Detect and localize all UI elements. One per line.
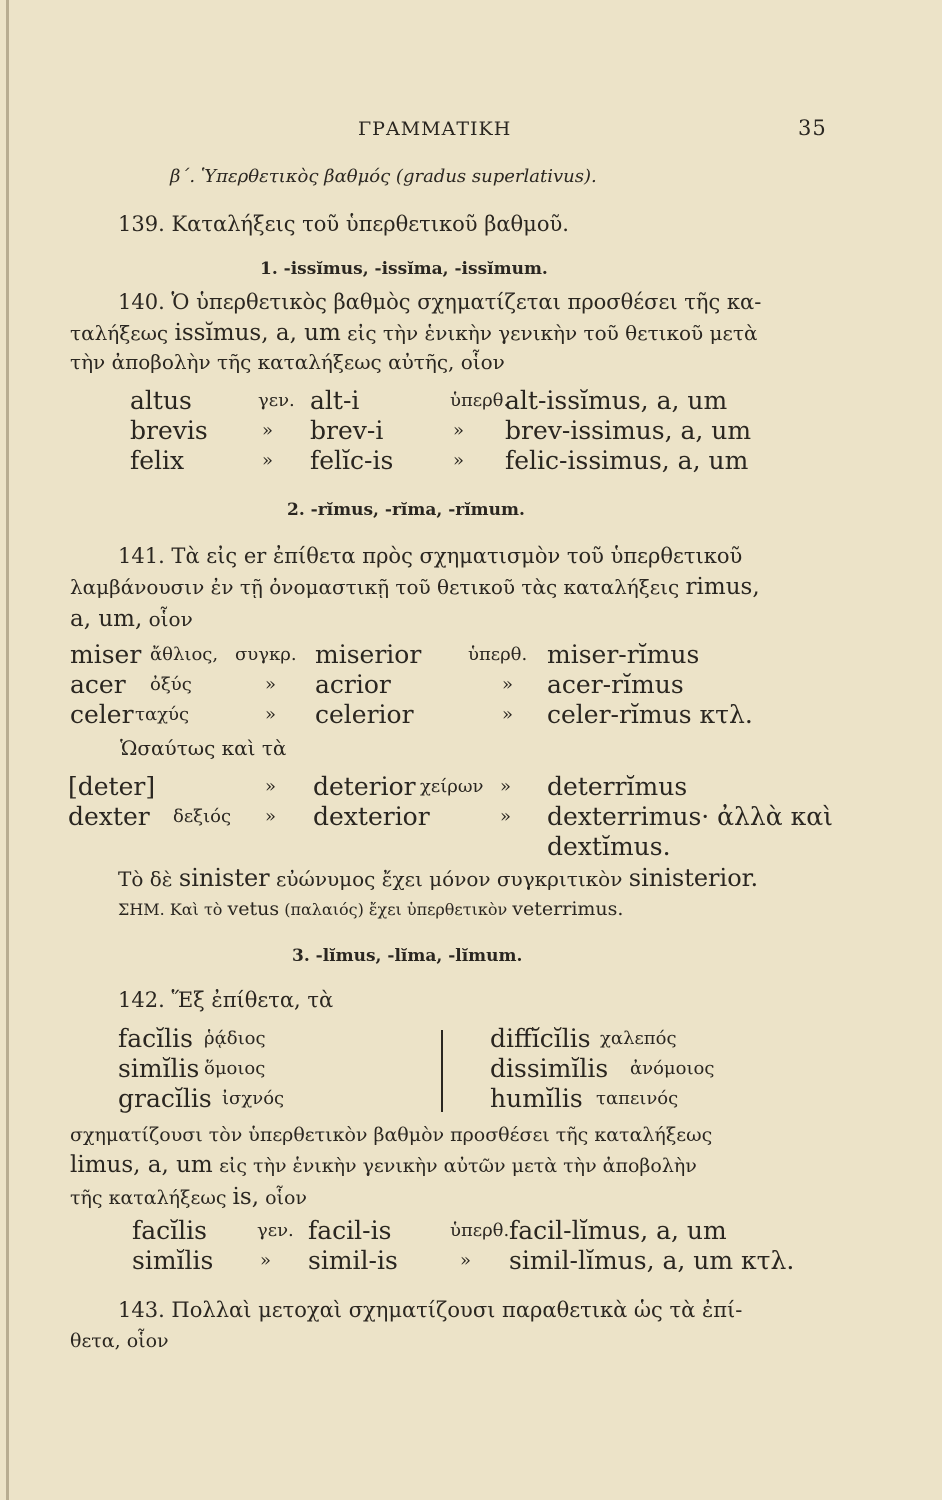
p142b-line1: σχηματίζουσι τὸν ὑπερθετικὸν βαθμὸν προσθέσει τῆς καταλήξεως: [70, 1124, 713, 1146]
latin-word: vetus: [227, 898, 280, 920]
text-span: εἰς τὴν ἑνικὴν γενικὴν αὐτῶν μετὰ τὴν ἀποβολὴν: [219, 1155, 697, 1177]
subheading-issimus: 1. -issĭmus, -issĭma, -issĭmum.: [260, 259, 548, 279]
genitive-form: facil-is: [308, 1216, 392, 1245]
latin-word: diffĭcĭlis: [490, 1024, 591, 1053]
comparative-label: »: [265, 674, 277, 695]
comparative-form: deterior: [313, 772, 416, 801]
greek-gloss: ἰσχνός: [222, 1088, 285, 1109]
superlative-form: facil-lĭmus, a, um: [509, 1216, 727, 1245]
paragraph-number: 139.: [118, 212, 165, 236]
latin-word: sinister: [178, 864, 270, 892]
p142b-line3: [70, 1184, 307, 1210]
latin-word: facĭlis: [118, 1024, 193, 1053]
genitive-label: γεν.: [257, 1220, 294, 1241]
positive-form: facĭlis: [132, 1216, 207, 1245]
superlative-form: celer-rĭmus κτλ.: [547, 700, 753, 729]
greek-gloss: χείρων: [420, 776, 484, 797]
page-number: 35: [798, 116, 827, 140]
latin-word: veterrimus.: [512, 898, 624, 920]
comparative-label: »: [265, 776, 277, 797]
text-span: ταλήξεως: [70, 321, 169, 345]
superlative-label: »: [502, 674, 514, 695]
likewise-line: Ὡσαύτως καὶ τὰ: [120, 736, 287, 760]
text-span: εὐώνυμος ἔχει μόνον συγκριτικὸν: [276, 867, 623, 891]
p142b-line2: [70, 1152, 697, 1178]
comparative-label: »: [265, 806, 277, 827]
latin-ending: issĭmus, a, um: [174, 320, 341, 346]
page-edge-line: [6, 0, 9, 1500]
superlative-label: »: [500, 806, 512, 827]
text-span: εἰς τὴν ἑνικὴν γενικὴν τοῦ θετικοῦ μετὰ: [347, 321, 758, 345]
latin-ending: is,: [232, 1184, 260, 1210]
latin-word: humĭlis: [490, 1084, 583, 1113]
superlative-form: acer-rĭmus: [547, 670, 684, 699]
superlative-label: »: [453, 420, 465, 441]
dextimus-form: dextĭmus.: [547, 832, 671, 861]
p140-line2: [70, 320, 757, 346]
p140-line1: 140. Ὁ ὑπερθετικὸς βαθμὸς σχηματίζεται προσθέσει τῆς κα-: [118, 290, 762, 314]
running-header-title: ΓΡΑΜΜΑΤΙΚΗ: [358, 118, 512, 140]
p141-line3: [70, 606, 193, 632]
genitive-label: γεν.: [258, 390, 295, 411]
p143-line1: 143. Πολλαὶ μετοχαὶ σχηματίζουσι παραθετικὰ ὡς τὰ ἐπί-: [118, 1298, 743, 1322]
superlative-label: ὑπερθ.: [450, 1220, 510, 1241]
superlative-form: felic-issimus, a, um: [505, 446, 749, 475]
paragraph-139: [118, 212, 569, 236]
paragraph-text: Καταλήξεις τοῦ ὑπερθετικοῦ βαθμοῦ.: [171, 212, 569, 236]
greek-gloss: χαλεπός: [600, 1028, 677, 1049]
superlative-form: deterrĭmus: [547, 772, 688, 801]
superlative-label: ὑπερθ.: [468, 644, 528, 665]
genitive-label: »: [262, 450, 274, 471]
greek-gloss: ῥᾴδιος: [204, 1028, 266, 1049]
positive-form: miser: [70, 640, 142, 669]
p141-line2: [70, 574, 760, 600]
latin-word: gracĭlis: [118, 1084, 212, 1113]
text-span: ΣΗΜ. Καὶ τὸ: [118, 900, 223, 919]
latin-word: dissimĭlis: [490, 1054, 609, 1083]
positive-form: altus: [130, 386, 192, 415]
superlative-form: simil-lĭmus, a, um κτλ.: [509, 1246, 795, 1275]
text-span: (παλαιός) ἔχει ὑπερθετικὸν: [284, 900, 508, 919]
genitive-form: brev-i: [310, 416, 384, 445]
superlative-label: »: [460, 1250, 472, 1271]
greek-gloss: ὅμοιος: [204, 1058, 266, 1079]
superlative-form: miser-rĭmus: [547, 640, 700, 669]
paragraph-number: 142.: [118, 988, 165, 1012]
genitive-label: »: [262, 420, 274, 441]
comparative-form: dexterior: [313, 802, 430, 831]
latin-ending: a, um,: [70, 606, 143, 632]
superlative-label: ὑπερθ.: [450, 390, 510, 411]
superlative-label: »: [502, 704, 514, 725]
superlative-label: »: [500, 776, 512, 797]
p143-line2: θετα, οἷον: [70, 1330, 169, 1352]
positive-form: dexter: [68, 802, 150, 831]
genitive-label: »: [260, 1250, 272, 1271]
greek-gloss: ἄθλιος,: [150, 644, 219, 665]
genitive-form: felĭc-is: [310, 446, 394, 475]
genitive-form: alt-i: [310, 386, 360, 415]
positive-form: brevis: [130, 416, 208, 445]
subheading-limus: 3. -lĭmus, -lĭma, -lĭmum.: [292, 946, 523, 966]
text-span: τῆς καταλήξεως: [70, 1187, 227, 1209]
greek-gloss: ταπεινός: [596, 1088, 679, 1109]
sinister-line: [118, 864, 758, 892]
text-span: Τὸ δὲ: [118, 867, 173, 891]
greek-gloss: ἀνόμοιος: [630, 1058, 715, 1079]
p140-line3: τὴν ἀποβολὴν τῆς καταλήξεως αὐτῆς, οἷον: [70, 350, 505, 374]
latin-word: simĭlis: [118, 1054, 200, 1083]
latin-ending: limus, a, um: [70, 1152, 213, 1178]
positive-form: celer: [70, 700, 134, 729]
note-line: [118, 898, 623, 920]
positive-form: felix: [130, 446, 185, 475]
text-span: λαμβάνουσιν ἐν τῇ ὀνομαστικῇ τοῦ θετικοῦ τὰς καταλήξεις: [70, 575, 680, 599]
paragraph-text: Ἕξ ἐπίθετα, τὰ: [171, 988, 334, 1012]
p141-line1: 141. Τὰ εἰς er ἐπίθετα πρὸς σχηματισμὸν τοῦ ὑπερθετικοῦ: [118, 544, 743, 568]
superlative-form: dexterrimus· ἀλλὰ καὶ: [547, 802, 833, 831]
comparative-label: συγκρ.: [235, 644, 297, 665]
genitive-form: simil-is: [308, 1246, 398, 1275]
greek-gloss: δεξιός: [173, 806, 232, 827]
superlative-form: alt-issĭmus, a, um: [505, 386, 728, 415]
comparative-form: miserior: [315, 640, 422, 669]
comparative-label: »: [265, 704, 277, 725]
superlative-label: »: [453, 450, 465, 471]
latin-word: sinisterior.: [628, 864, 759, 892]
comparative-form: acrior: [315, 670, 391, 699]
section-heading: β΄. Ὑπερθετικὸς βαθμός (gradus superlativus).: [170, 166, 597, 187]
comparative-form: celerior: [315, 700, 414, 729]
latin-ending: rimus,: [685, 574, 760, 600]
text-span: οἷον: [265, 1187, 307, 1209]
positive-form: [deter]: [68, 772, 156, 801]
superlative-form: brev-issimus, a, um: [505, 416, 752, 445]
greek-gloss: ταχύς: [135, 704, 190, 725]
paragraph-142: [118, 988, 333, 1012]
subheading-rimus: 2. -rĭmus, -rĭma, -rĭmum.: [287, 500, 525, 520]
greek-gloss: ὀξύς: [150, 674, 192, 695]
text-span: οἷον: [148, 607, 193, 631]
column-divider: [441, 1030, 443, 1112]
positive-form: acer: [70, 670, 126, 699]
positive-form: simĭlis: [132, 1246, 214, 1275]
